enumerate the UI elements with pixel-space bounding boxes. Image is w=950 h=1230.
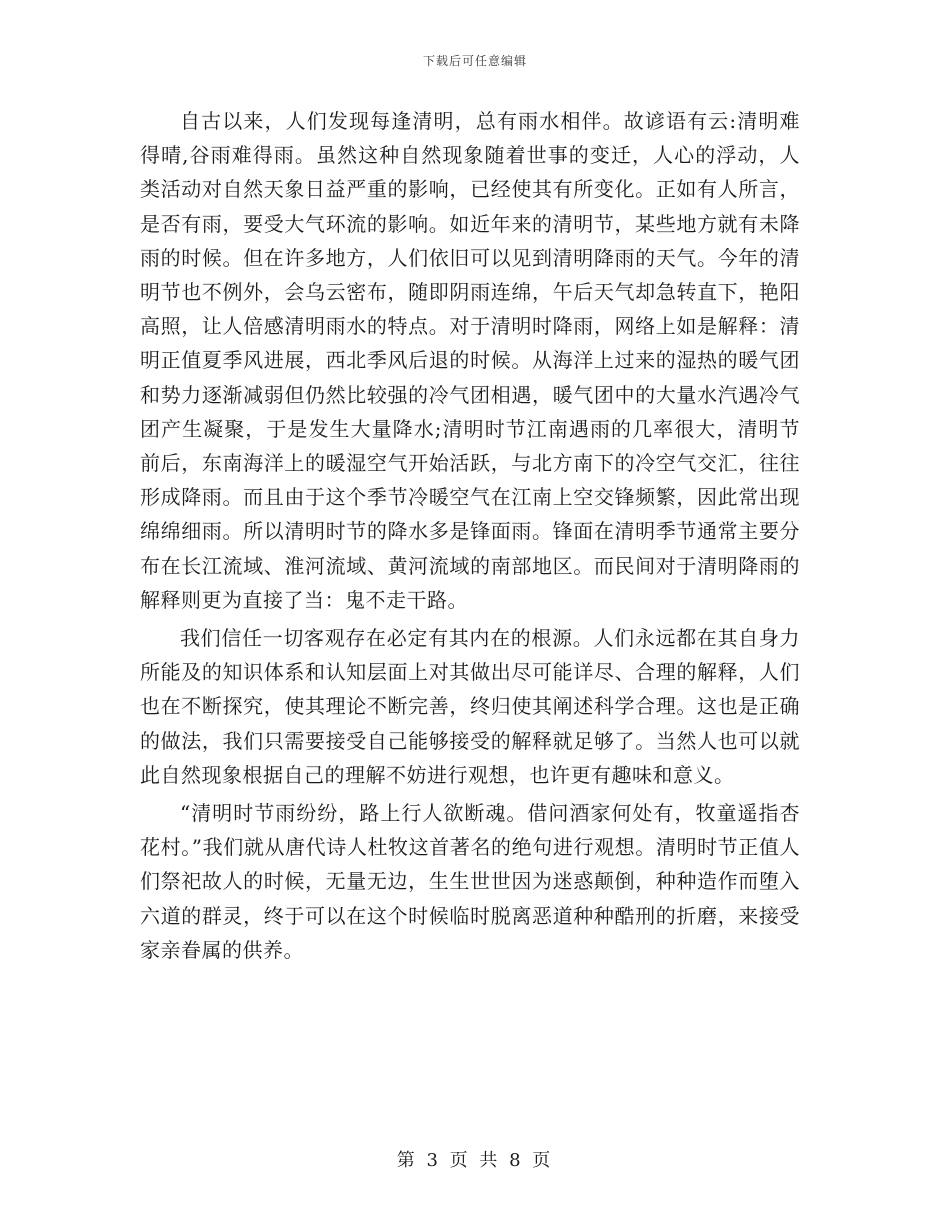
document-body bbox=[140, 104, 800, 971]
page-header: 下载后可任意编辑 bbox=[422, 54, 527, 68]
page-number: 第 3 页 共 8 页 bbox=[396, 1150, 554, 1171]
paragraph-2: 我们信任一切客观存在必定有其内在的根源。人们永远都在其自身力所能及的知识体系和认知层面上对其做出尽可能详尽、合理的解释，人们也在不断探究，使其理论不断完善，终归使其阐述科学合理。这也是正确的做法，我们只需要接受自己能够接受的解释就足够了。当然人也可以就此自然现象根据自己的理解不妨进行观想，也许更有趣味和意义。 bbox=[140, 626, 800, 787]
paragraph-3: “清明时节雨纷纷，路上行人欲断魂。借问酒家何处有，牧童遥指杏花村。”我们就从唐代诗人杜牧这首著名的绝句进行观想。清明时节正值人们祭祀故人的时候，无量无边，生生世世因为迷惑颠倒，种种造作而堕入六道的群灵，终于可以在这个时候临时脱离恶道种种酷刑的折磨，来接受家亲眷属的供养。 bbox=[140, 801, 800, 962]
paragraph-1: 自古以来，人们发现每逢清明，总有雨水相伴。故谚语有云:清明难得晴,谷雨难得雨。虽然这种自然现象随着世事的变迁，人心的浮动，人类活动对自然天象日益严重的影响，已经使其有所变化。正如有人所言，是否有雨，要受大气环流的影响。如近年来的清明节，某些地方就有未降雨的时候。但在许多地方，人们依旧可以见到清明降雨的天气。今年的清明节也不例外，会乌云密布，随即阴雨连绵，午后天气却急转直下，艳阳高照，让人倍感清明雨水的特点。对于清明时降雨，网络上如是解释：清明正值夏季风进展，西北季风后退的时候。从海洋上过来的湿热的暖气团和势力逐渐减弱但仍然比较强的冷气团相遇，暖气团中的大量水汽遇冷气团产生凝聚，于是发生大量降水;清明时节江南遇雨的几率很大，清明节前后，东南海洋上的暖湿空气开始活跃，与北方南下的冷空气交汇，往往形成降雨。而且由于这个季节冷暖空气在江南上空交锋频繁，因此常出现绵绵细雨。所以清明时节的降水多是锋面雨。锋面在清明季节通常主要分布在长江流域、淮河流域、黄河流域的南部地区。而民间对于清明降雨的解释则更为直接了当：鬼不走干路。 bbox=[140, 109, 800, 612]
